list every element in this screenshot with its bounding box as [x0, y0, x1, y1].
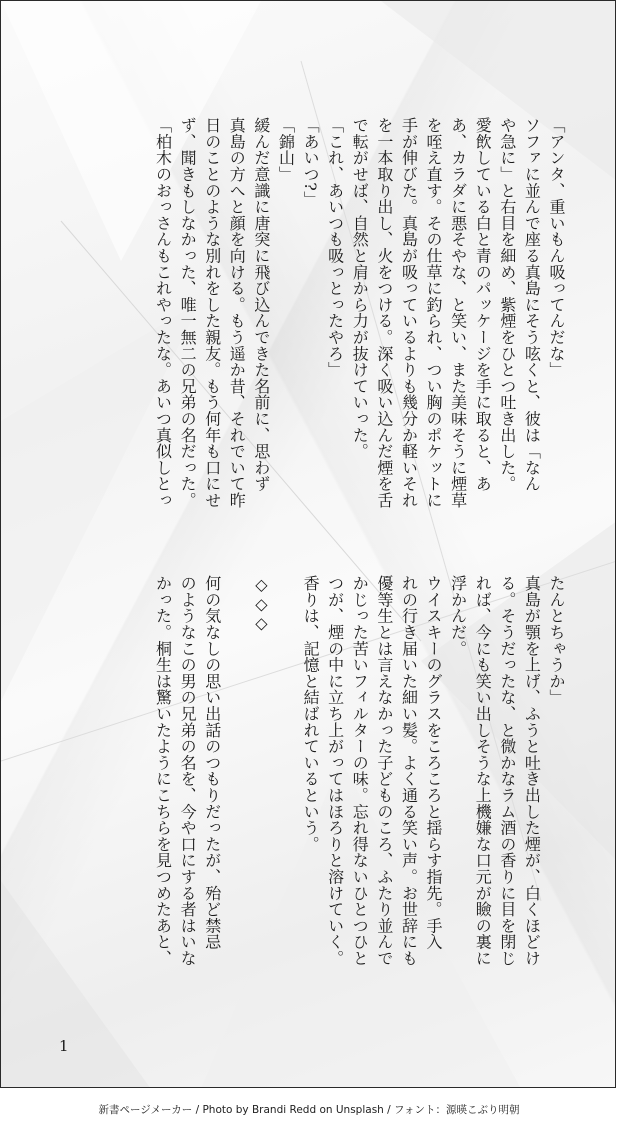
text-line: 緩んだ意識に唐突に飛び込んできた名前に、思わず	[251, 117, 271, 492]
text-line: ウイスキーのグラスをころころと揺らす指先。手入	[424, 575, 444, 950]
text-line: かじった苦いフィルターの味。忘れ得ないひとつひと	[350, 575, 370, 967]
text-line: 優等生とは言えなかった子どものころ、ふたり並んで	[374, 575, 394, 967]
text-line: 愛飲している白と青のパッケージを手に取ると、あ	[473, 117, 493, 492]
text-line: たんとちゃうか」	[547, 575, 566, 706]
text-line: ◇◇◇	[251, 575, 271, 633]
credit-line: 新書ページメーカー / Photo by Brandi Redd on Unsplash / フォント：源暎こぶり明朝	[98, 1104, 520, 1116]
text-line	[224, 575, 249, 995]
text-line: 真島の方へと顔を向ける。もう遥か昔、それでいて昨	[227, 117, 247, 509]
page-number: 1	[59, 1037, 69, 1055]
text-line: 「錦山」	[276, 117, 296, 183]
text-line: で転がせば、自然と肩から力が抜けていった。	[350, 117, 370, 460]
text-line: を咥え直す。その仕草に釣られ、つい胸のポケットに	[424, 117, 444, 509]
text-line: つが、煙の中に立ち上がってはほろりと溶けていく。	[325, 575, 345, 967]
text-line: 真島が顎を上げ、ふうと吐き出した煙が、白くほどけ	[522, 575, 542, 967]
text-line: のようなこの男の兄弟の名を、今や口にする者はいな	[178, 575, 198, 967]
text-line	[273, 575, 298, 995]
text-line: 「これ、あいつも吸っとったやろ」	[325, 117, 345, 378]
text-line: 「柏木のおっさんもこれやったな。あいつ真似しとっ	[153, 117, 173, 509]
text-line: 香りは、記憶と結ばれているという。	[301, 575, 321, 853]
text-line: あ、カラダに悪そやな、と笑い、また美味そうに煙草	[448, 117, 468, 509]
text-block-top	[150, 117, 568, 537]
text-line: ず、聞きもしなかった、唯一無二の兄弟の名だった。	[178, 117, 198, 509]
text-line: を一本取り出し、火をつける。深く吸い込んだ煙を舌	[374, 117, 394, 509]
text-line: 「アンタ、重いもん吸ってんだな」	[547, 117, 566, 378]
text-line: 浮かんだ。	[448, 575, 468, 657]
text-line: や急に」と右目を細め、紫煙をひとつ吐き出した。	[497, 117, 517, 492]
text-line: 「あいつ?」	[301, 117, 321, 208]
text-block-bottom	[150, 575, 568, 995]
text-line: 日のことのような別れをした親友。もう何年も口にせ	[202, 117, 222, 509]
text-line: る。そうだったな、と微かなラム酒の香りに目を閉じ	[497, 575, 517, 967]
text-line: 手が伸びた。真島が吸っているよりも幾分か軽いそれ	[399, 117, 419, 509]
text-line: れの行き届いた細い髪。よく通る笑い声。お世辞にも	[399, 575, 419, 967]
text-line: かった。桐生は驚いたようにこちらを見つめたあと、	[153, 575, 173, 967]
text-line: ソファに並んで座る真島にそう呟くと、彼は「なん	[522, 117, 542, 492]
text-line: 何の気なしの思い出話のつもりだったが、殆ど禁忌	[202, 575, 222, 950]
text-line: れば、今にも笑い出しそうな上機嫌な口元が瞼の裏に	[473, 575, 493, 967]
